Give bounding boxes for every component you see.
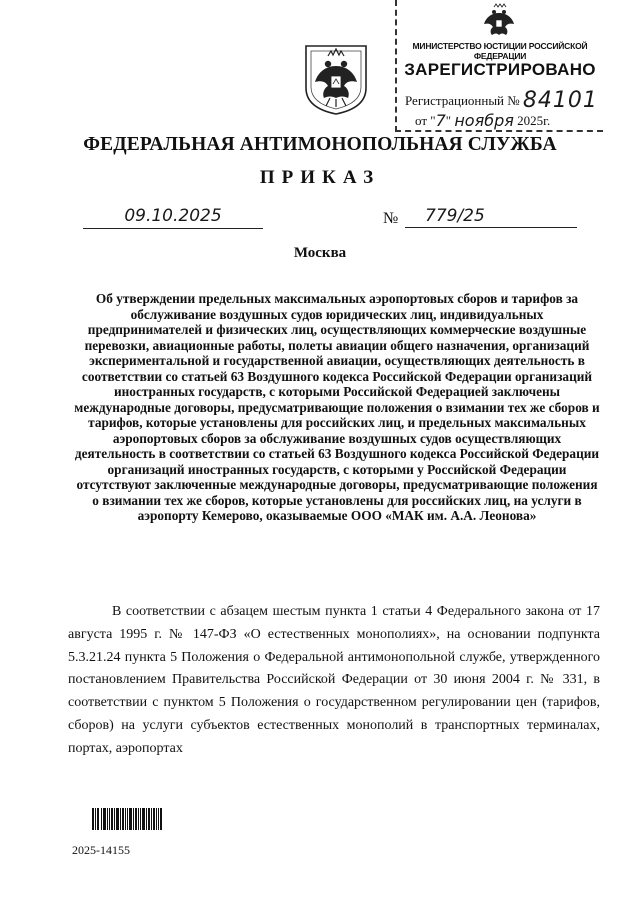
order-title: Об утверждении предельных максимальных аэропортовых сборов и тарифов за обслуживание воздушных судов юридических лиц, индивидуальных предпринимателей и физических лиц, осуществляющих коммерческие воздушные перевозки, авиационные работы, полеты авиации общего назначения, организаций экспериментальной и государственной авиации, осуществляющих деятельность в соответствии со статьей 63 Воздушного кодекса Российской Федерации организаций иностранных государств, с которыми Российской Федерацией заключены международные договоры, предусматривающие положения о взимании тех же сборов и тарифов, которые установлены для российских лиц, и предельных максимальных аэропортовых сборов за обслуживание воздушных судов осуществляющих деятельность в соответствии со статьей 63 Воздушного кодекса Российской Федерации организаций иностранных государств, с которыми у Российской Федерации отсутствуют заключенные международные договоры, предусматривающие положения о взимании тех же сборов, которые установлены для российских лиц, на услуги в аэропорту Кемерово, оказываемые ООО «МАК им. А.А. Леонова» [74, 291, 600, 523]
stamp-emblem-icon [480, 2, 518, 38]
order-date: 09.10.2025 [83, 204, 263, 229]
barcode-icon [92, 808, 162, 830]
order-number: 779/25 [405, 204, 577, 228]
city: Москва [293, 245, 347, 261]
stamp-reg-label: Регистрационный № [405, 93, 520, 108]
body-paragraph: В соответствии с абзацем шестым пункта 1 статьи 4 Федерального закона от 17 августа 1995 г. № 147-ФЗ «О естественных монополиях», на основании подпункта 5.3.21.24 пункта 5 Положения о Федеральной антимонопольной службе, утвержденного постановлением Правительства Российской Федерации от 30 июня 2004 г. № 331, в соответствии с пунктом 5 Положения о государственном регулировании цен (тарифов, сборов) на услуги субъектов естественных монополий в транспортных терминалах, портах, аэропортах [68, 604, 600, 756]
stamp-date-day: 7 [435, 111, 446, 130]
registration-stamp [395, 0, 603, 132]
stamp-date-quote: " [445, 113, 452, 128]
stamp-status: ЗАРЕГИСТРИРОВАНО [404, 60, 596, 79]
stamp-registration-row [405, 86, 598, 111]
stamp-reg-number: 84101 [522, 88, 598, 113]
stamp-date-prefix: от " [415, 113, 436, 128]
stamp-date-month: ноября [454, 111, 514, 130]
document-type: ПРИКАЗ [259, 167, 381, 188]
number-sign: № [383, 210, 399, 227]
stamp-date-year: 2025 [517, 113, 544, 128]
agency-name: ФЕДЕРАЛЬНАЯ АНТИМОНОПОЛЬНАЯ СЛУЖБА [83, 134, 557, 155]
coat-of-arms-icon [300, 42, 372, 116]
stamp-date-row [415, 110, 550, 129]
stamp-ministry: МИНИСТЕРСТВО ЮСТИЦИИ РОССИЙСКОЙ ФЕДЕРАЦИИ [412, 41, 588, 61]
stamp-date-suffix: г. [543, 113, 551, 128]
document-code: 2025-14155 [72, 843, 130, 857]
